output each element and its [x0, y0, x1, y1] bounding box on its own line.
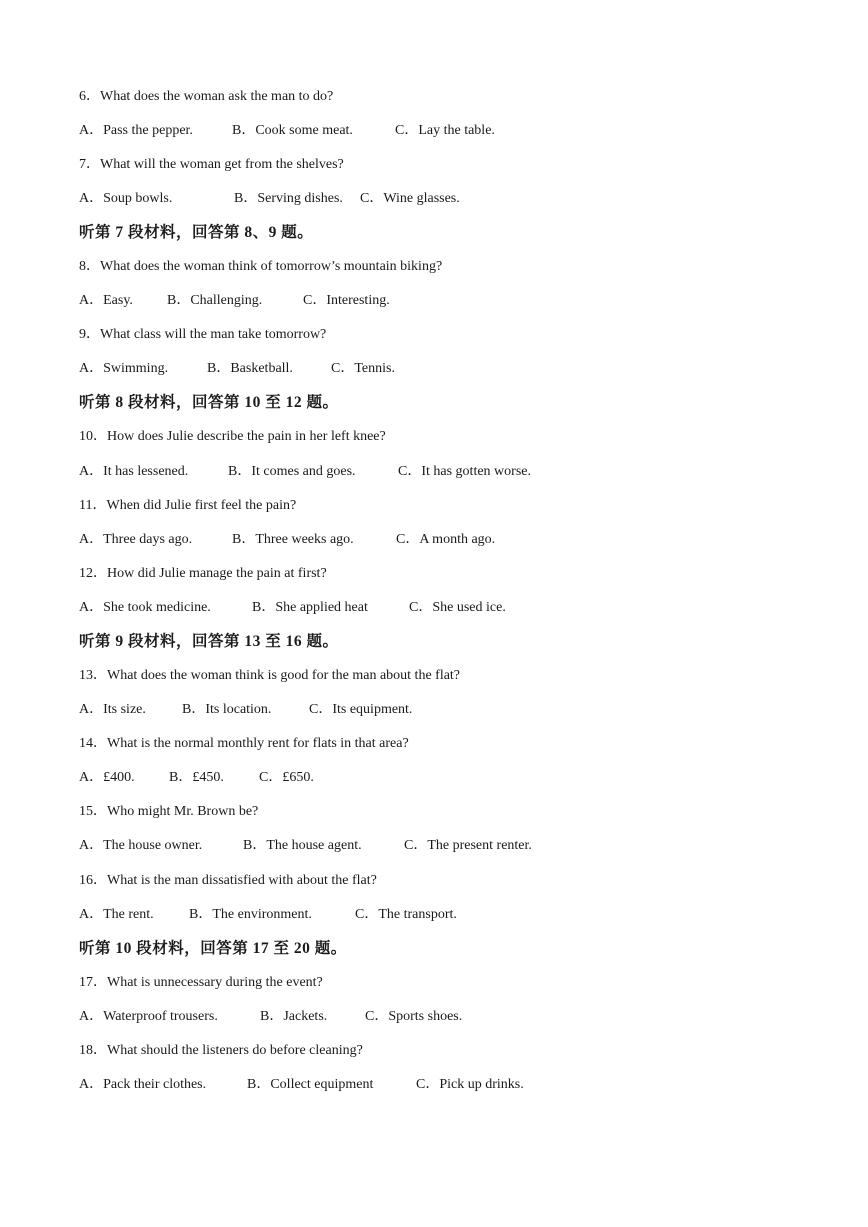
answer-option: A．It has lessened. [79, 464, 189, 479]
answer-option: B．The house agent. [243, 838, 362, 853]
answer-option: C．She used ice. [409, 600, 506, 615]
answer-option: B．Basketball. [207, 361, 293, 376]
answer-option: B．Collect equipment [247, 1077, 374, 1092]
answer-option: A．She took medicine. [79, 600, 211, 615]
answer-option: A．Soup bowls. [79, 191, 173, 206]
answer-options [79, 292, 779, 310]
question-text: 8．What does the woman think of tomorrow’s mountain biking? [79, 259, 443, 274]
question-text: 10．How does Julie describe the pain in her left knee? [79, 429, 386, 444]
answer-option: B．Three weeks ago. [232, 532, 354, 547]
question-text: 9．What class will the man take tomorrow? [79, 327, 327, 342]
section-heading: 听第 10 段材料，回答第 17 至 20 题。 [79, 940, 347, 957]
answer-option: C．Pick up drinks. [416, 1077, 524, 1092]
question-text: 7．What will the woman get from the shelves? [79, 157, 344, 172]
answer-option: B．Jackets. [260, 1009, 328, 1024]
question-text: 18．What should the listeners do before cleaning? [79, 1043, 363, 1058]
answer-option: A．The house owner. [79, 838, 203, 853]
answer-option: B．Challenging. [167, 293, 263, 308]
section-heading: 听第 7 段材料，回答第 8、9 题。 [79, 224, 314, 241]
answer-option: C．The transport. [355, 907, 457, 922]
section-heading: 听第 8 段材料，回答第 10 至 12 题。 [79, 394, 339, 411]
answer-options [79, 190, 779, 208]
answer-option: A．Its size. [79, 702, 146, 717]
question-text: 11．When did Julie first feel the pain? [79, 498, 297, 513]
answer-option: C．£650. [259, 770, 314, 785]
question-text: 17．What is unnecessary during the event? [79, 975, 323, 990]
question-text: 13．What does the woman think is good for the man about the flat? [79, 668, 461, 683]
answer-option: B．It comes and goes. [228, 464, 356, 479]
answer-option: A．The rent. [79, 907, 154, 922]
question-text: 12．How did Julie manage the pain at first? [79, 566, 327, 581]
answer-options [79, 769, 779, 787]
answer-option: A．Pack their clothes. [79, 1077, 207, 1092]
answer-option: A．Swimming. [79, 361, 169, 376]
answer-option: C．Wine glasses. [360, 191, 460, 206]
answer-option: B．Its location. [182, 702, 272, 717]
answer-options [79, 360, 779, 378]
answer-options [79, 1008, 779, 1026]
answer-options [79, 701, 779, 719]
answer-option: B．She applied heat [252, 600, 368, 615]
answer-option: C．It has gotten worse. [398, 464, 531, 479]
answer-options [79, 1076, 779, 1094]
section-heading: 听第 9 段材料，回答第 13 至 16 题。 [79, 633, 339, 650]
answer-option: C．Tennis. [331, 361, 395, 376]
question-text: 14．What is the normal monthly rent for flats in that area? [79, 736, 409, 751]
answer-option: A．Pass the pepper. [79, 123, 193, 138]
answer-option: C．A month ago. [396, 532, 496, 547]
question-text: 16．What is the man dissatisfied with about the flat? [79, 873, 377, 888]
answer-option: C．Lay the table. [395, 123, 495, 138]
answer-option: B．The environment. [189, 907, 312, 922]
answer-option: B．Cook some meat. [232, 123, 353, 138]
answer-option: C．Its equipment. [309, 702, 413, 717]
answer-option: B．£450. [169, 770, 224, 785]
answer-option: A．£400. [79, 770, 135, 785]
question-text: 6．What does the woman ask the man to do? [79, 89, 334, 104]
answer-options [79, 837, 779, 855]
answer-option: A．Three days ago. [79, 532, 193, 547]
answer-options [79, 463, 779, 481]
answer-option: A．Easy. [79, 293, 133, 308]
answer-option: C．Interesting. [303, 293, 390, 308]
answer-option: A．Waterproof trousers. [79, 1009, 218, 1024]
answer-options [79, 599, 779, 617]
answer-options [79, 531, 779, 549]
answer-option: C．Sports shoes. [365, 1009, 463, 1024]
question-text: 15．Who might Mr. Brown be? [79, 804, 259, 819]
answer-options [79, 122, 779, 140]
answer-options [79, 906, 779, 924]
answer-option: C．The present renter. [404, 838, 532, 853]
answer-option: B．Serving dishes. [234, 191, 343, 206]
